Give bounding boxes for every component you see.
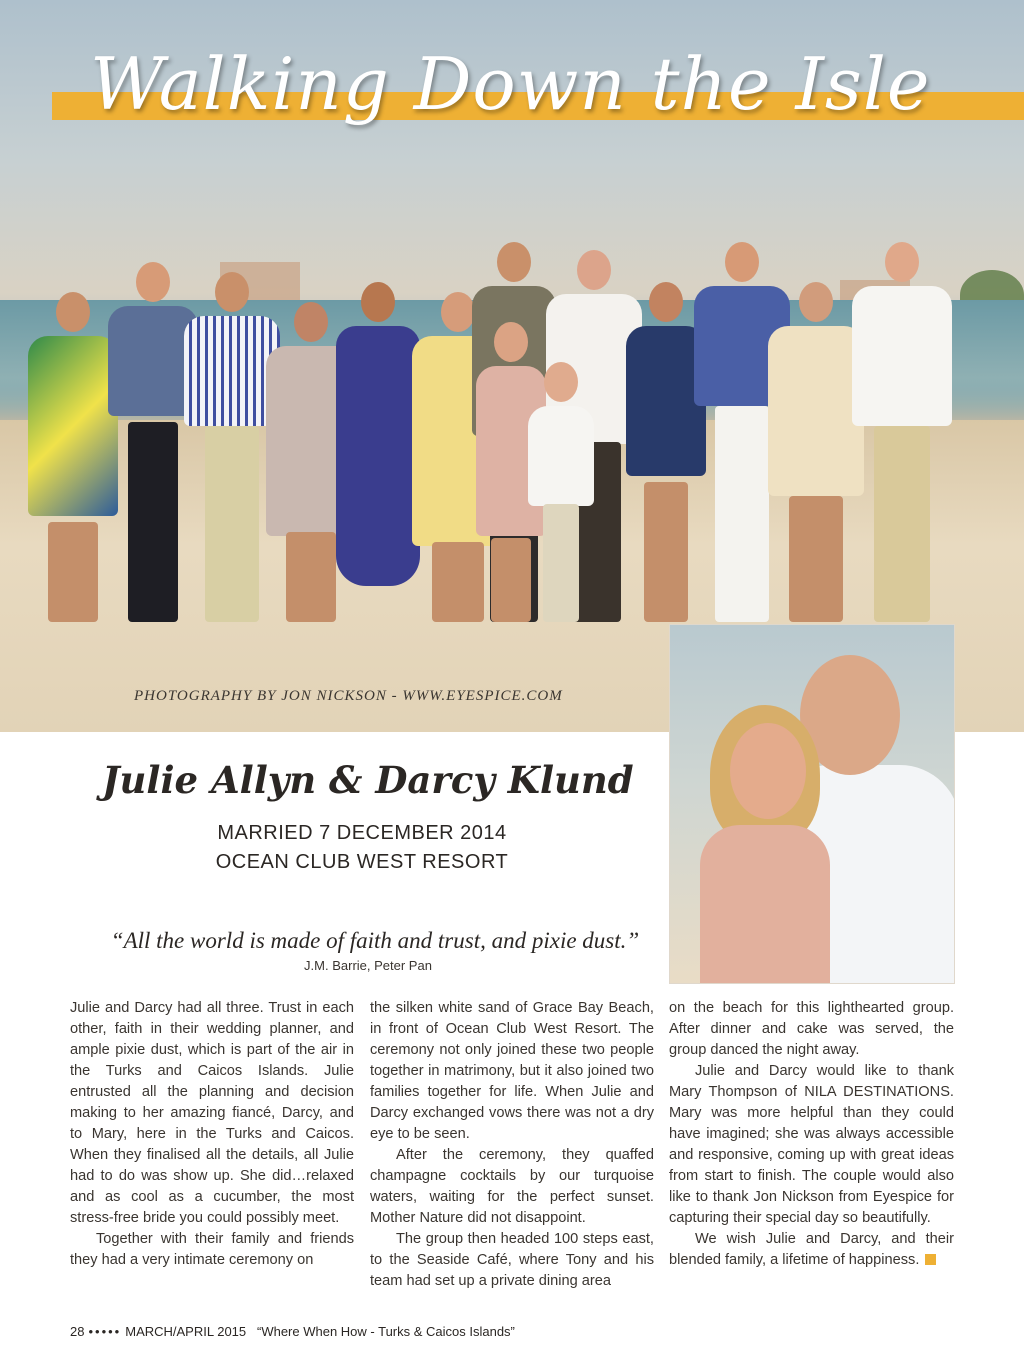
paragraph: Julie and Darcy would like to thank Mary Thompson of NILA DESTINATIONS. Mary was more helpful than they could have imagined; she was always accessible and responsive, coming up with great ideas from start to finish. The couple would also like to thank Jon Nickson from Eyespice for capturing their special day so beautifully.	[669, 1063, 954, 1226]
paragraph: on the beach for this lighthearted group. After dinner and cake was served, the group danced the night away.	[669, 1000, 954, 1058]
wedding-date: MARRIED 7 DECEMBER 2014	[217, 822, 507, 844]
end-mark-icon	[925, 1254, 936, 1265]
closing-text: We wish Julie and Darcy, and their blended family, a lifetime of happiness.	[669, 1231, 954, 1268]
person	[852, 242, 952, 622]
wedding-venue: OCEAN CLUB WEST RESORT	[215, 851, 509, 873]
paragraph: the silken white sand of Grace Bay Beach, in front of Ocean Club West Resort. The ceremony not only joined these two people together in matrimony, but it also joined two families together for life. When Julie and Darcy exchanged vows there was not a dry eye to be seen.	[370, 1000, 654, 1142]
article-column-3	[669, 998, 954, 1271]
photo-credit: PHOTOGRAPHY BY JON NICKSON - WWW.EYESPICE.COM	[134, 688, 563, 704]
article-column-1	[70, 998, 354, 1271]
person	[768, 282, 864, 622]
paragraph: Together with their family and friends they had a very intimate ceremony on	[70, 1231, 354, 1268]
issue-date: MARCH/APRIL 2015	[125, 1324, 247, 1339]
person	[528, 362, 594, 622]
footer-dots: •••••	[88, 1324, 122, 1339]
banner-title: Walking Down the Isle	[90, 42, 931, 126]
pull-quote: “All the world is made of faith and trust, and pixie dust.”	[110, 928, 640, 953]
person	[28, 292, 118, 622]
paragraph: Julie and Darcy had all three. Trust in each other, faith in their wedding planner, and ample pixie dust, which is part of the air in the Turks and Caicos Islands. Julie entrusted all the planning and decision making to her amazing fiancé, Darcy, and to Mary, here in the Turks and Caicos. When they finalised all the details, all Julie had to do was show up. She did…relaxed and as cool as a cucumber, the most stress-free bride you could possibly meet.	[70, 1000, 354, 1226]
publication-name: “Where When How - Turks & Caicos Islands”	[256, 1324, 515, 1339]
paragraph: After the ceremony, they quaffed champagne cocktails by our turquoise waters, waiting for the perfect sunset. Mother Nature did not disappoint.	[370, 1147, 654, 1226]
article-column-2	[370, 998, 654, 1292]
person	[336, 282, 420, 622]
paragraph	[669, 1229, 954, 1271]
page-number: 28	[70, 1324, 85, 1339]
couple-names: Julie Allyn & Darcy Klund	[102, 758, 634, 802]
quote-attribution: J.M. Barrie, Peter Pan	[304, 958, 432, 973]
page-footer	[70, 1324, 515, 1339]
paragraph: The group then headed 100 steps east, to the Seaside Café, where Tony and his team had set up a private dining area	[370, 1231, 654, 1289]
